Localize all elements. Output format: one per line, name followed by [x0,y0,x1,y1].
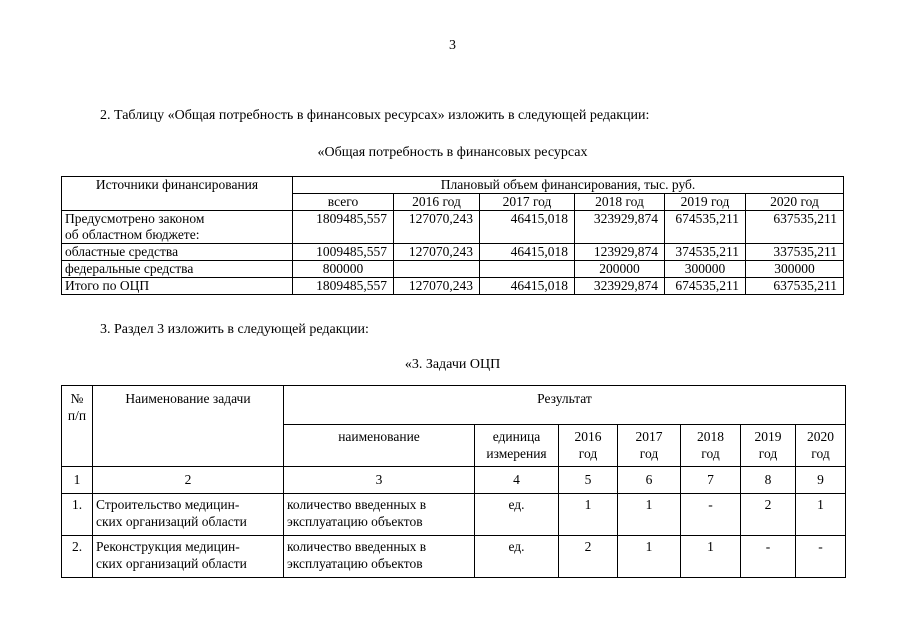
result-name: количество введенных в эксплуатацию объектов [284,535,475,577]
table-cell: 674535,211 [665,211,746,244]
year-subheader: 2016 год [559,424,618,466]
paragraph-3: 3. Раздел 3 изложить в следующей редакции: [100,322,369,337]
column-number-row [62,466,846,493]
table-cell: 374535,211 [665,244,746,261]
table-cell: 637535,211 [746,278,844,295]
table-header-row [62,177,844,194]
year-subheader: 2018 год [681,424,741,466]
table-cell: 800000 [293,261,394,278]
column-header: 2017 год [480,194,575,211]
value-cell: - [796,535,846,577]
value-cell: 2 [741,493,796,535]
table-cell: 46415,018 [480,278,575,295]
column-header: 2016 год [394,194,480,211]
table-row [62,493,846,535]
task-name: Реконструкция медицин- ских организаций области [93,535,284,577]
page-number: 3 [449,38,456,53]
value-cell: 1 [796,493,846,535]
table-row [62,278,844,295]
row-label: Предусмотрено законом об областном бюджете: [62,211,293,244]
row-label: областные средства [62,244,293,261]
tasks-table-title: «3. Задачи ОЦП [404,357,501,372]
year-subheader: 2019 год [741,424,796,466]
task-name: Строительство медицин- ских организаций области [93,493,284,535]
column-number: 8 [741,466,796,493]
table-row [62,211,844,244]
table-subheader-row [62,424,846,466]
row-number: 1. [62,493,93,535]
column-header: всего [293,194,394,211]
unit-cell: ед. [475,493,559,535]
value-cell: 2 [559,535,618,577]
row-number: 2. [62,535,93,577]
empty-cell [62,424,93,466]
table-cell [480,261,575,278]
result-header: Результат [284,386,846,425]
number-header: № п/п [62,386,93,425]
result-name: количество введенных в эксплуатацию объектов [284,493,475,535]
name-subheader: наименование [284,424,475,466]
column-number: 9 [796,466,846,493]
table-row [62,261,844,278]
column-number: 2 [93,466,284,493]
paragraph-2: 2. Таблицу «Общая потребность в финансовых ресурсах» изложить в следующей редакции: [100,108,650,123]
table-row [62,244,844,261]
column-number: 6 [618,466,681,493]
table-cell: 127070,243 [394,211,480,244]
table-cell: 300000 [746,261,844,278]
column-header: 2019 год [665,194,746,211]
year-subheader: 2020 год [796,424,846,466]
column-number: 5 [559,466,618,493]
value-cell: - [741,535,796,577]
column-number: 1 [62,466,93,493]
tasks-table [61,385,846,578]
task-header: Наименование задачи [93,386,284,425]
financing-table-title: «Общая потребность в финансовых ресурсах [317,145,588,160]
year-subheader: 2017 год [618,424,681,466]
table-cell: 46415,018 [480,211,575,244]
plan-header: Плановый объем финансирования, тыс. руб. [293,177,844,194]
column-header: 2020 год [746,194,844,211]
table-header-row [62,386,846,425]
value-cell: 1 [618,535,681,577]
table-cell: 323929,874 [575,211,665,244]
value-cell: 1 [618,493,681,535]
table-cell: 46415,018 [480,244,575,261]
column-number: 4 [475,466,559,493]
value-cell: 1 [681,535,741,577]
table-row [62,535,846,577]
row-label: Итого по ОЦП [62,278,293,295]
table-cell: 200000 [575,261,665,278]
column-number: 3 [284,466,475,493]
table-cell: 1809485,557 [293,211,394,244]
table-cell: 300000 [665,261,746,278]
table-cell: 1809485,557 [293,278,394,295]
table-cell: 674535,211 [665,278,746,295]
column-header: 2018 год [575,194,665,211]
value-cell: 1 [559,493,618,535]
row-label: федеральные средства [62,261,293,278]
table-cell: 123929,874 [575,244,665,261]
table-cell: 127070,243 [394,244,480,261]
financing-table [61,176,844,295]
table-cell: 1009485,557 [293,244,394,261]
table-cell [394,261,480,278]
empty-cell [93,424,284,466]
table-cell: 337535,211 [746,244,844,261]
table-cell: 637535,211 [746,211,844,244]
value-cell: - [681,493,741,535]
table-cell: 127070,243 [394,278,480,295]
source-header: Источники финансирования [62,177,293,211]
table-cell: 323929,874 [575,278,665,295]
unit-subheader: единица измерения [475,424,559,466]
unit-cell: ед. [475,535,559,577]
column-number: 7 [681,466,741,493]
